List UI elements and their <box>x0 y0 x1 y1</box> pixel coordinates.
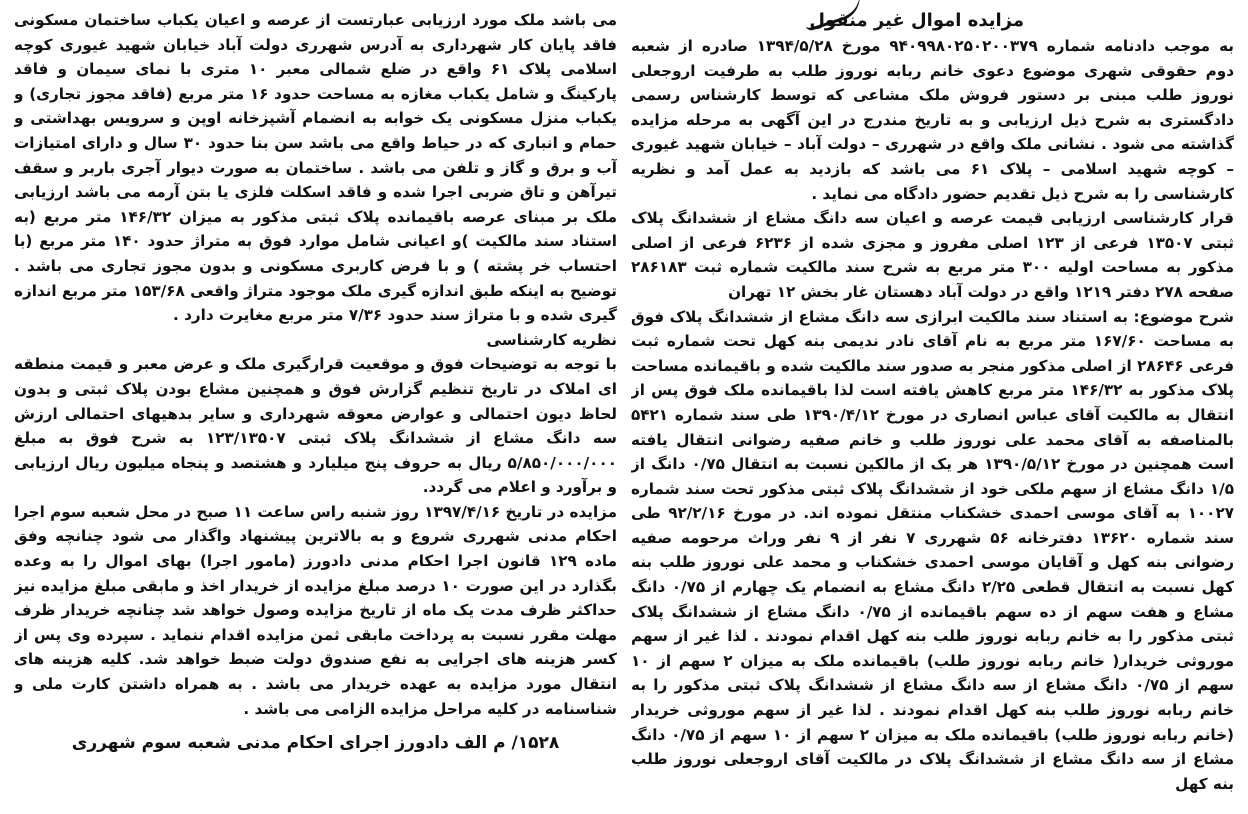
intro-paragraph: به موجب دادنامه شماره ۹۴۰۹۹۸۰۲۵۰۲۰۰۳۷۹ مورخ ۱۳۹۴/۵/۲۸ صادره از شعبه دوم حقوقی شهری موضوع دعوی خانم ربابه نوروز طلب به طرفیت اروجعلی نوروز طلب مبنی بر دستور فروش ملک مشاعی که توسط کارشناس رسمی دادگستری به شرح ذیل ارزیابی و به تاریخ مندرج در این آگهی به مرحله مزایده گذاشته می شود . نشانی ملک واقع در شهرری – دولت آباد – خیابان شهید غیوری – کوچه شهید اسلامی – پلاک ۶۱ می باشد که بازدید به عمل آمد و نظریه کارشناسی را به شرح ذیل تقدیم حضور دادگاه می نماید . <box>631 37 1234 203</box>
expert-opinion-heading: نظریه کارشناسی <box>486 330 617 349</box>
notice-title: مزایده اموال غیر منقول <box>809 10 1024 31</box>
notice-columns <box>14 8 1234 806</box>
subject-description-paragraph: شرح موضوع: به استناد سند مالکیت ابرازی سه دانگ مشاع از ششدانگ پلاک فوق به مساحت ۱۶۷/۶۰ متر مربع به نام آقای نادر ندیمی بنه کهل تحت شماره ثبت فرعی ۲۸۶۴۶ از اصلی مذکور منجر به صدور سند مالکیت شده و باقیمانده مساحت پلاک مذکور به ۱۴۶/۳۲ متر مربع کاهش یافته است لذا باقیمانده ملک فوق پس از انتقال به مالکیت آقای عباس انصاری در مورخ ۱۳۹۰/۴/۱۲ طی سند شماره ۵۴۲۱ بالمناصفه به آقای محمد علی نوروز طلب و خانم صفیه رضوانی انتقال یافته است همچنین در مورخ ۱۳۹۰/۵/۱۲ هر یک از مالکین نسبت به انتقال ۰/۷۵ دانگ از ۱/۵ دانگ مشاع از سهم ملکی خود از ششدانگ پلاک ثبتی مذکور تحت سند شماره ۱۰۰۲۷ به آقای موسی احمدی خشکناب منتقل نموده اند. در مورخ ۹۲/۲/۱۶ طی سند شماره ۱۳۶۲۰ دفترخانه ۵۶ شهرری ۷ نفر از ۹ نفر وراث مرحومه صفیه رضوانی بنه کهل و آقایان موسی احمدی خشکناب و محمد علی نوروز طلب بنه کهل نسبت به انتقال قطعی ۲/۲۵ دانگ مشاع به انضمام یک چهارم از ۰/۷۵ دانگ مشاع و هفت سهم از ده سهم باقیمانده از ۰/۷۵ دانگ مشاع از ششدانگ پلاک ثبتی مذکور را به خانم ربابه نوروز طلب بنه کهل اقدام نمودند . لذا غیر از سهم موروثی خریدار( خانم ربابه نوروز طلب) باقیمانده ملک به میزان ۲ سهم از ۱۰ سهم از ۰/۷۵ دانگ مشاع از سه دانگ مشاع از ششدانگ پلاک ثبتی مذکور را به خانم ربابه نوروز طلب بنه کهل اقدام نمودند . لذا غیر از سهم موروثی خریدار (خانم ربابه نوروز طلب) باقیمانده ملک به میزان ۲ سهم از ۱۰ سهم از ۰/۷۵ دانگ مشاع از سه دانگ مشاع از ششدانگ پلاک در مالکیت آقای اروجعلی نوروز طلب بنه کهل <box>631 307 1234 793</box>
left-column <box>14 8 617 806</box>
right-column <box>631 8 1234 806</box>
property-description-paragraph: می باشد ملک مورد ارزیابی عبارتست از عرصه و اعیان یکباب ساختمان مسکونی فاقد پایان کار شهرداری به آدرس شهرری دولت آباد خیابان شهید غیوری کوچه اسلامی پلاک ۶۱ واقع در ضلع شمالی معبر ۱۰ متری با نمای سیمان و فاقد پارکینگ و شامل یکباب مغازه به مساحت حدود ۱۶ متر مربع (فاقد مجوز تجاری) و یکباب منزل مسکونی یک خوابه به انضمام آشپزخانه اوپن و سرویس بهداشتی و حمام و انباری که در حیاط واقع می باشد سن بنا حدود ۳۰ سال و دارای امتیازات آب و برق و گاز و تلفن می باشد . ساختمان به صورت دیوار آجری باربر و سقف تیرآهن و تاق ضربی اجرا شده و فاقد اسکلت فلزی یا بتن آرمه می باشد ارزیابی ملک بر مبنای عرصه باقیمانده پلاک ثبتی مذکور به میزان ۱۴۶/۳۲ متر مربع (به استناد سند مالکیت )و اعیانی شامل موارد فوق به متراژ حدود ۱۴۰ متر مربع (با احتساب خر پشته ) و با فرض کاربری مسکونی و بدون مجوز تجاری می باشد . توضیح به اینکه طبق اندازه گیری ملک موجود متراژ واقعی ۱۵۳/۶۸ متر مربع اندازه گیری شده و با متراژ سند حدود ۷/۳۶ متر مربع مغایرت دارد . <box>14 11 617 325</box>
auction-terms-paragraph: مزایده در تاریخ ۱۳۹۷/۴/۱۶ روز شنبه راس ساعت ۱۱ صبح در محل شعبه سوم اجرا احکام مدنی شهرری شروع و به بالاترین پیشنهاد واگذار می شود چنانچه وفق ماده ۱۲۹ قانون اجرا احکام مدنی دادورز (مامور اجرا) بهای اموال را به وعده بگذارد در این صورت ۱۰ درصد مبلغ مزایده از خریدار اخذ و مابقی مبلغ مزایده نیز حداکثر ظرف مدت یک ماه از تاریخ مزایده وصول خواهد شد چنانچه خریدار ظرف مهلت مقرر نسبت به پرداخت مابقی ثمن مزایده اقدام ننماید . سپرده وی پس از کسر هزینه های اجرایی به نفع صندوق دولت ضبط خواهد شد. کلیه هزینه های انتقال مورد مزایده به عهده خریدار می باشد . به همراه داشتن کارت ملی و شناسنامه در کلیه مراحل مزایده الزامی می باشد . <box>14 502 617 718</box>
appraisal-order-paragraph: قرار کارشناسی ارزیابی قیمت عرصه و اعیان سه دانگ مشاع از ششدانگ پلاک ثبتی ۱۳۵۰۷ فرعی از ۱۲۳ اصلی مفروز و مجزی شده از ۶۲۳۶ فرعی از اصلی مذکور به مساحت اولیه ۳۰۰ متر مربع به شرح سند مالکیت شماره ثبت ۲۸۶۱۸۳ صفحه ۲۷۸ دفتر ۱۲۱۹ واقع در دولت آباد دهستان غار بخش ۱۲ تهران <box>631 209 1234 301</box>
notice-footer: ۱۵۲۸/ م الف دادورز اجرای احکام مدنی شعبه سوم شهرری <box>71 733 560 754</box>
expert-opinion-paragraph: با توجه به توضیحات فوق و موقعیت قرارگیری ملک و عرض معبر و قیمت منطقه ای املاک در تاریخ تنظیم گزارش فوق و همچنین مشاع بودن پلاک ثبتی و بدون لحاظ دیون احتمالی و عوارض معوقه شهرداری و سایر بدهیهای احتمالی ارزش سه دانگ مشاع از ششدانگ پلاک ثبتی ۱۲۳/۱۳۵۰۷ به شرح فوق به مبلغ ۵/۸۵۰/۰۰۰/۰۰۰ ریال به حروف پنج میلیارد و هشتصد و پنجاه میلیون ریال ارزیابی و برآورد و اعلام می گردد. <box>14 355 617 497</box>
